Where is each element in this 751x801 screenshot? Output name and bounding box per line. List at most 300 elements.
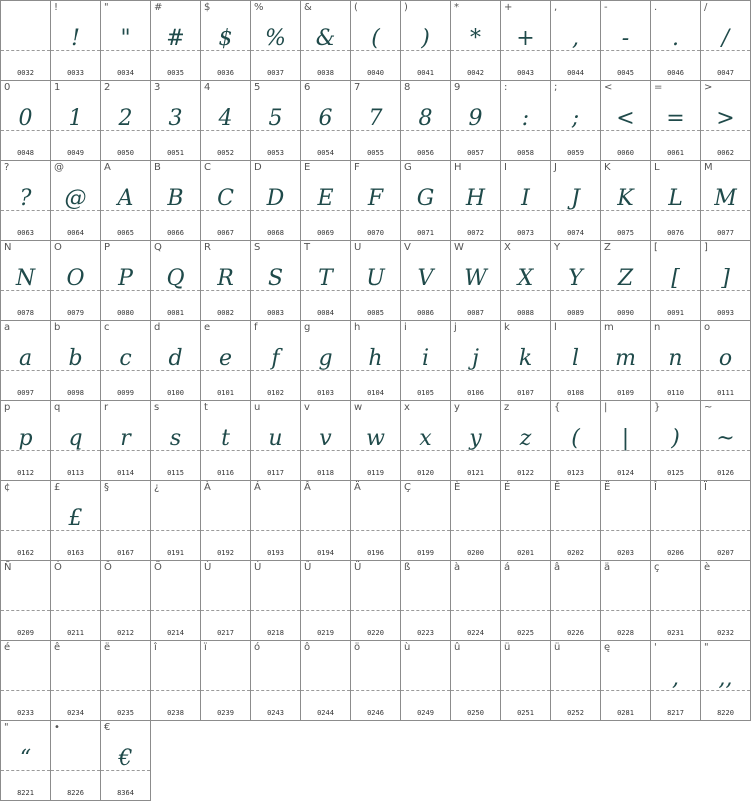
glyph-code: 0066 [167,229,184,237]
baseline-guide [401,530,450,531]
baseline-guide [551,50,600,51]
glyph-cell [701,161,751,241]
glyph-code: 0226 [567,629,584,637]
glyph-code: 0078 [17,309,34,317]
glyph-character-label: - [604,2,608,13]
baseline-guide [251,210,300,211]
glyph-cell [351,641,401,721]
glyph-code: 0281 [617,709,634,717]
glyph-sample: j [472,346,479,371]
glyph-character-label: ę [604,642,611,653]
glyph-sample: ? [19,186,32,211]
baseline-guide [201,450,250,451]
baseline-guide [351,690,400,691]
glyph-code: 0238 [167,709,184,717]
glyph-cell [51,561,101,641]
glyph-character-label: { [554,402,561,413]
baseline-guide [201,690,250,691]
glyph-cell [101,561,151,641]
glyph-code: 0223 [417,629,434,637]
glyph-code: 0105 [417,389,434,397]
glyph-sample: t [221,426,230,451]
glyph-character-label: Ê [554,482,561,493]
glyph-cell [601,481,651,561]
glyph-code: 0054 [317,149,334,157]
glyph-code: 0122 [517,469,534,477]
glyph-sample: p [18,426,33,451]
glyph-character-label: " [704,642,709,653]
glyph-character-label: k [504,322,510,333]
glyph-cell [351,1,401,81]
baseline-guide [401,130,450,131]
glyph-character-label: r [104,402,109,413]
glyph-sample: N [15,266,36,291]
glyph-code: 0081 [167,309,184,317]
glyph-character-label: U [354,242,362,253]
glyph-cell [451,641,501,721]
baseline-guide [551,610,600,611]
baseline-guide [401,610,450,611]
glyph-cell [351,481,401,561]
glyph-code: 0199 [417,549,434,557]
glyph-cell [651,641,701,721]
baseline-guide [501,130,550,131]
glyph-cell [601,321,651,401]
baseline-guide [451,530,500,531]
glyph-code: 0163 [67,549,84,557]
glyph-code: 8220 [717,709,734,717]
glyph-sample: B [167,186,184,211]
glyph-code: 0071 [417,229,434,237]
glyph-character-label: b [54,322,61,333]
glyph-character-label: ' [654,642,657,653]
glyph-sample: 3 [168,106,183,131]
baseline-guide [501,450,550,451]
glyph-code: 0225 [517,629,534,637]
baseline-guide [451,690,500,691]
baseline-guide [551,290,600,291]
glyph-character-label: Ô [104,562,112,573]
glyph-code: 0084 [317,309,334,317]
glyph-code: 0088 [517,309,534,317]
glyph-code: 0074 [567,229,584,237]
baseline-guide [151,290,200,291]
glyph-code: 8364 [117,789,134,797]
glyph-character-label: E [304,162,311,173]
glyph-sample: O [66,266,85,291]
glyph-cell [301,401,351,481]
glyph-character-label: q [54,402,61,413]
glyph-sample: 8 [418,106,433,131]
glyph-character-label: g [304,322,311,333]
glyph-sample: H [465,186,486,211]
glyph-sample: n [668,346,683,371]
glyph-code: 0167 [117,549,134,557]
glyph-character-label: + [504,2,513,13]
glyph-character-label: H [454,162,462,173]
baseline-guide [401,450,450,451]
glyph-code: 0101 [217,389,234,397]
glyph-cell [51,81,101,161]
baseline-guide [701,690,750,691]
baseline-guide [551,130,600,131]
glyph-code: 0202 [567,549,584,557]
baseline-guide [301,690,350,691]
glyph-code: 0037 [267,69,284,77]
glyph-character-label: h [354,322,361,333]
glyph-sample: h [368,346,383,371]
baseline-guide [251,130,300,131]
glyph-code: 0046 [667,69,684,77]
glyph-character-label: V [404,242,411,253]
glyph-code: 0219 [317,629,334,637]
baseline-guide [451,610,500,611]
baseline-guide [201,210,250,211]
glyph-sample: z [519,426,532,451]
glyph-character-label: Ç [404,482,411,493]
glyph-cell [51,241,101,321]
glyph-code: 0032 [17,69,34,77]
glyph-cell [201,81,251,161]
baseline-guide [51,530,100,531]
glyph-code: 0068 [267,229,284,237]
glyph-sample: ] [721,266,730,291]
glyph-cell [151,81,201,161]
glyph-character-label: # [154,2,163,13]
glyph-cell [1,161,51,241]
glyph-cell [151,241,201,321]
glyph-character-label: M [704,162,713,173]
glyph-code: 0201 [517,549,534,557]
glyph-cell [651,321,701,401]
glyph-character-label: ß [404,562,411,573]
baseline-guide [501,370,550,371]
glyph-sample: V [417,266,434,291]
glyph-cell [701,641,751,721]
glyph-cell [401,401,451,481]
baseline-guide [201,290,250,291]
baseline-guide [651,370,700,371]
glyph-code: 0051 [167,149,184,157]
glyph-cell [251,1,301,81]
baseline-guide [701,370,750,371]
glyph-character-label: W [454,242,464,253]
glyph-cell [451,481,501,561]
baseline-guide [301,210,350,211]
glyph-cell [101,1,151,81]
glyph-code: 0075 [617,229,634,237]
glyph-code: 0162 [17,549,34,557]
glyph-character-label: È [454,482,461,493]
glyph-sample: [ [671,266,680,291]
glyph-code: 0239 [217,709,234,717]
glyph-character-label: s [154,402,160,413]
baseline-guide [1,690,50,691]
baseline-guide [351,50,400,51]
glyph-code: 0040 [367,69,384,77]
glyph-sample: | [621,426,630,451]
baseline-guide [1,370,50,371]
glyph-character-label: B [154,162,161,173]
glyph-code: 0091 [667,309,684,317]
glyph-code: 0035 [167,69,184,77]
baseline-guide [101,450,150,451]
glyph-cell [451,561,501,641]
glyph-code: 0233 [17,709,34,717]
glyph-code: 0064 [67,229,84,237]
glyph-code: 0070 [367,229,384,237]
glyph-sample: C [217,186,234,211]
glyph-code: 0098 [67,389,84,397]
glyph-sample: ; [571,106,580,131]
glyph-cell [1,81,51,161]
glyph-character-label: ê [54,642,61,653]
glyph-sample: Y [568,266,583,291]
glyph-cell [451,321,501,401]
glyph-sample: q [68,426,83,451]
glyph-sample: # [166,26,185,51]
glyph-sample: T [318,266,333,291]
glyph-cell [301,641,351,721]
glyph-sample: k [518,346,533,371]
glyph-character-label: | [604,402,608,413]
glyph-sample: . [672,26,679,51]
glyph-sample: f [271,346,280,371]
glyph-code: 0050 [117,149,134,157]
glyph-character-label: G [404,162,412,173]
glyph-code: 0034 [117,69,134,77]
glyph-character-label: ä [604,562,611,573]
glyph-character-label: à [454,562,461,573]
baseline-guide [401,370,450,371]
glyph-cell [401,641,451,721]
glyph-character-label: Ó [54,562,62,573]
glyph-cell [251,481,301,561]
glyph-code: 0063 [17,229,34,237]
glyph-sample: > [716,106,735,131]
baseline-guide [651,210,700,211]
glyph-sample: , [672,666,679,691]
baseline-guide [601,130,650,131]
glyph-cell [1,1,51,81]
glyph-sample: 9 [468,106,483,131]
baseline-guide [101,210,150,211]
baseline-guide [51,610,100,611]
glyph-cell [201,481,251,561]
glyph-character-label: $ [204,2,211,13]
glyph-cell [51,321,101,401]
glyph-code: 0089 [567,309,584,317]
glyph-code: 0252 [567,709,584,717]
glyph-cell [51,481,101,561]
glyph-code: 0123 [567,469,584,477]
glyph-character-label: d [154,322,161,333]
glyph-character-label: 0 [4,82,11,93]
glyph-code: 0056 [417,149,434,157]
glyph-character-label: À [204,482,211,493]
glyph-cell [201,241,251,321]
glyph-cell [351,161,401,241]
glyph-code: 0049 [67,149,84,157]
glyph-code: 8217 [667,709,684,717]
glyph-sample: * [470,26,481,51]
baseline-guide [1,50,50,51]
glyph-code: 0114 [117,469,134,477]
glyph-code: 0079 [67,309,84,317]
baseline-guide [351,450,400,451]
glyph-cell [51,641,101,721]
glyph-cell [701,321,751,401]
glyph-cell [651,81,701,161]
glyph-code: 0206 [667,549,684,557]
glyph-character-label: Û [304,562,312,573]
glyph-cell [151,161,201,241]
glyph-sample: w [366,426,385,451]
glyph-sample: b [68,346,83,371]
glyph-sample: A [117,186,134,211]
glyph-code: 0086 [417,309,434,317]
glyph-sample: M [714,186,737,211]
baseline-guide [351,290,400,291]
glyph-character-label: Î [654,482,657,493]
baseline-guide [251,610,300,611]
glyph-character-label: n [654,322,661,333]
glyph-character-label: Ù [204,562,212,573]
glyph-sample: 0 [18,106,33,131]
glyph-sample: y [469,426,482,451]
glyph-cell [601,641,651,721]
baseline-guide [301,130,350,131]
glyph-cell [701,1,751,81]
glyph-code: 0108 [567,389,584,397]
glyph-code: 0116 [217,469,234,477]
baseline-guide [251,450,300,451]
glyph-cell [201,321,251,401]
glyph-code: 0246 [367,709,384,717]
glyph-sample: a [18,346,33,371]
glyph-cell [551,1,601,81]
baseline-guide [601,530,650,531]
glyph-character-label: , [554,2,558,13]
baseline-guide [351,130,400,131]
glyph-character-label: € [104,722,111,733]
glyph-cell [551,401,601,481]
glyph-code: 0193 [267,549,284,557]
glyph-cell [501,161,551,241]
glyph-cell [401,241,451,321]
glyph-code: 0087 [467,309,484,317]
glyph-cell [151,481,201,561]
glyph-code: 0191 [167,549,184,557]
glyph-code: 0093 [717,309,734,317]
glyph-code: 0072 [467,229,484,237]
glyph-code: 0090 [617,309,634,317]
glyph-cell [551,641,601,721]
glyph-sample: “ [19,746,32,771]
baseline-guide [551,210,600,211]
baseline-guide [1,130,50,131]
glyph-cell [251,161,301,241]
glyph-character-label: Z [604,242,611,253]
glyph-sample: ) [671,426,680,451]
glyph-cell [451,81,501,161]
glyph-sample: U [366,266,385,291]
glyph-sample: € [118,746,133,771]
glyph-character-label: l [554,322,557,333]
glyph-cell [301,1,351,81]
glyph-code: 0119 [367,469,384,477]
glyph-sample: o [718,346,733,371]
glyph-character-label: 7 [354,82,361,93]
glyph-code: 0251 [517,709,534,717]
glyph-character-label: ç [654,562,660,573]
glyph-character-label: Á [254,482,261,493]
glyph-sample: + [516,26,535,51]
glyph-code: 0100 [167,389,184,397]
glyph-character-label: 5 [254,82,261,93]
glyph-code: 0085 [367,309,384,317]
glyph-code: 0218 [267,629,284,637]
glyph-character-label: û [454,642,461,653]
glyph-cell [551,321,601,401]
glyph-code: 0047 [717,69,734,77]
baseline-guide [51,210,100,211]
glyph-cell [201,1,251,81]
glyph-cell [501,1,551,81]
glyph-code: 0097 [17,389,34,397]
glyph-character-label: î [154,642,157,653]
glyph-character-label: & [304,2,312,13]
glyph-sample: P [118,266,133,291]
glyph-character-label: @ [54,162,64,173]
glyph-code: 0106 [467,389,484,397]
glyph-sample: £ [68,506,83,531]
baseline-guide [51,130,100,131]
glyph-cell [551,481,601,561]
glyph-character-label: I [504,162,507,173]
baseline-guide [401,290,450,291]
glyph-cell [351,321,401,401]
glyph-sample: x [419,426,432,451]
glyph-sample: 7 [368,106,383,131]
glyph-character-label: ï [204,642,207,653]
baseline-guide [201,610,250,611]
glyph-character-label: ¿ [154,482,160,493]
baseline-guide [151,610,200,611]
glyph-cell [551,161,601,241]
glyph-character-label: £ [54,482,61,493]
glyph-sample: = [666,106,685,131]
glyph-character-label: y [454,402,460,413]
glyph-sample: 5 [268,106,283,131]
baseline-guide [201,130,250,131]
baseline-guide [101,610,150,611]
glyph-code: 0060 [617,149,634,157]
baseline-guide [701,210,750,211]
glyph-code: 0110 [667,389,684,397]
glyph-code: 8226 [67,789,84,797]
glyph-code: 0082 [217,309,234,317]
glyph-cell [301,161,351,241]
glyph-cell [51,401,101,481]
baseline-guide [251,50,300,51]
glyph-code: 0220 [367,629,384,637]
baseline-guide [1,290,50,291]
baseline-guide [451,210,500,211]
glyph-cell [1,721,51,801]
baseline-guide [651,530,700,531]
glyph-character-label: ¢ [4,482,11,493]
